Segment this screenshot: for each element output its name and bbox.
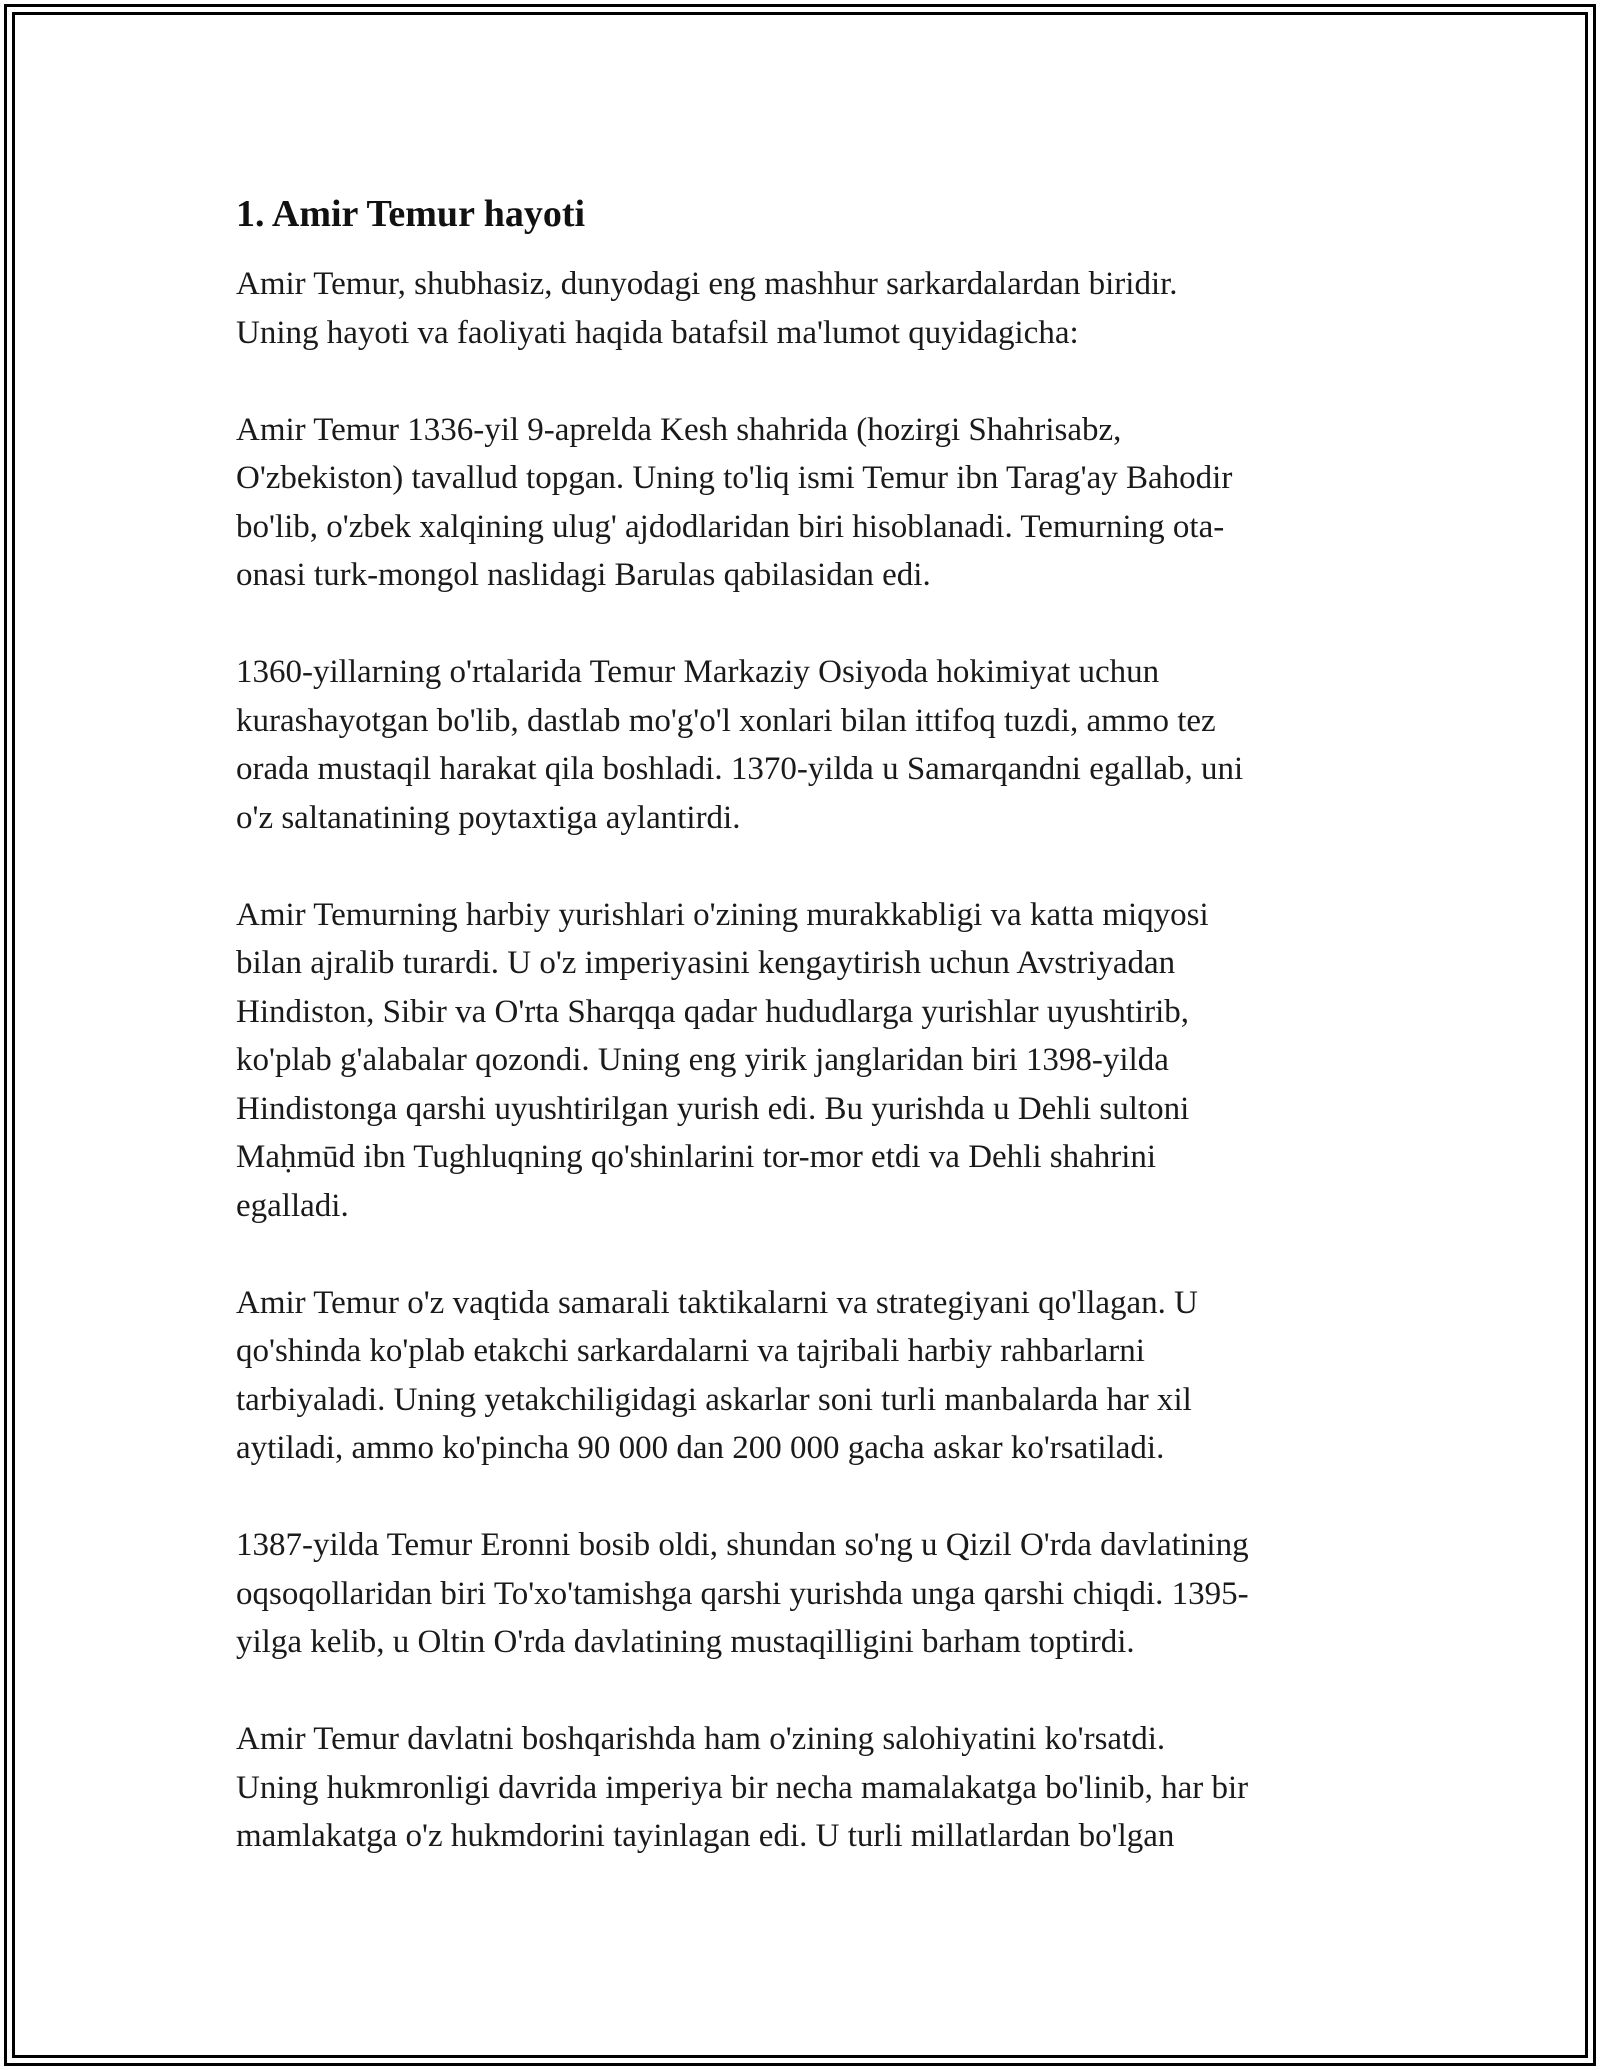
text-line: bo'lib, o'zbek xalqining ulug' ajdodlaridan biri hisoblanadi. Temurning ota- <box>236 508 1225 545</box>
text-line: tarbiyaladi. Uning yetakchiligidagi askarlar soni turli manbalarda har xil <box>236 1381 1192 1418</box>
body-paragraph <box>236 1521 1376 1667</box>
text-line: Maḥmūd ibn Tughluqning qo'shinlarini tor-mor etdi va Dehli shahrini <box>236 1139 1157 1175</box>
text-line: Uning hukmronligi davrida imperiya bir necha mamalakatga bo'linib, har bir <box>236 1769 1249 1806</box>
text-line: oqsoqollaridan biri To'xo'tamishga qarshi yurishda unga qarshi chiqdi. 1395- <box>236 1575 1249 1612</box>
text-line: orada mustaqil harakat qila boshladi. 1370-yilda u Samarqandni egallab, uni <box>236 751 1244 787</box>
text-line: Amir Temurning harbiy yurishlari o'zining murakkabligi va katta miqyosi <box>236 896 1209 933</box>
text-line: 1387-yilda Temur Eronni bosib oldi, shundan so'ng u Qizil O'rda davlatining <box>236 1527 1249 1563</box>
text-line: Uning hayoti va faoliyati haqida batafsil ma'lumot quyidagicha: <box>236 314 1079 351</box>
body-paragraph <box>236 406 1376 600</box>
text-line: qo'shinda ko'plab etakchi sarkardalarni va tajribali harbiy rahbarlarni <box>236 1333 1145 1369</box>
text-line: 1360-yillarning o'rtalarida Temur Markaziy Osiyoda hokimiyat uchun <box>236 654 1160 690</box>
text-line: kurashayotgan bo'lib, dastlab mo'g'o'l xonlari bilan ittifoq tuzdi, ammo tez <box>236 702 1216 739</box>
text-line: o'z saltanatining poytaxtiga aylantirdi. <box>236 799 741 836</box>
document-body <box>236 190 1376 1909</box>
text-line: Amir Temur 1336-yil 9-aprelda Kesh shahrida (hozirgi Shahrisabz, <box>236 411 1122 448</box>
text-line: Amir Temur, shubhasiz, dunyodagi eng mashhur sarkardalardan biridir. <box>236 266 1178 302</box>
body-paragraph <box>236 1715 1376 1861</box>
text-line: egalladi. <box>236 1187 349 1224</box>
text-line: O'zbekiston) tavallud topgan. Uning to'liq ismi Temur ibn Tarag'ay Bahodir <box>236 460 1233 496</box>
text-line: Amir Temur o'z vaqtida samarali taktikalarni va strategiyani qo'llagan. U <box>236 1284 1198 1321</box>
text-line: bilan ajralib turardi. U o'z imperiyasini kengaytirish uchun Avstriyadan <box>236 945 1176 981</box>
body-paragraph <box>236 260 1376 357</box>
text-line: ko'plab g'alabalar qozondi. Uning eng yirik janglaridan biri 1398-yilda <box>236 1042 1169 1078</box>
section-heading: 1. Amir Temur hayoti <box>236 193 586 235</box>
text-line: yilga kelib, u Oltin O'rda davlatining mustaqilligini barham toptirdi. <box>236 1624 1135 1660</box>
text-line: Hindistonga qarshi uyushtirilgan yurish edi. Bu yurishda u Dehli sultoni <box>236 1090 1190 1127</box>
text-line: onasi turk-mongol naslidagi Barulas qabilasidan edi. <box>236 557 931 593</box>
text-line: mamlakatga o'z hukmdorini tayinlagan edi. U turli millatlardan bo'lgan <box>236 1818 1175 1854</box>
body-paragraph <box>236 1279 1376 1473</box>
text-line: Hindiston, Sibir va O'rta Sharqqa qadar hududlarga yurishlar uyushtirib, <box>236 993 1190 1030</box>
text-line: Amir Temur davlatni boshqarishda ham o'zining salohiyatini ko'rsatdi. <box>236 1721 1166 1757</box>
text-line: aytiladi, ammo ko'pincha 90 000 dan 200 000 gacha askar ko'rsatiladi. <box>236 1430 1165 1466</box>
body-paragraph <box>236 648 1376 842</box>
paragraph-list <box>236 260 1376 1861</box>
body-paragraph <box>236 891 1376 1231</box>
